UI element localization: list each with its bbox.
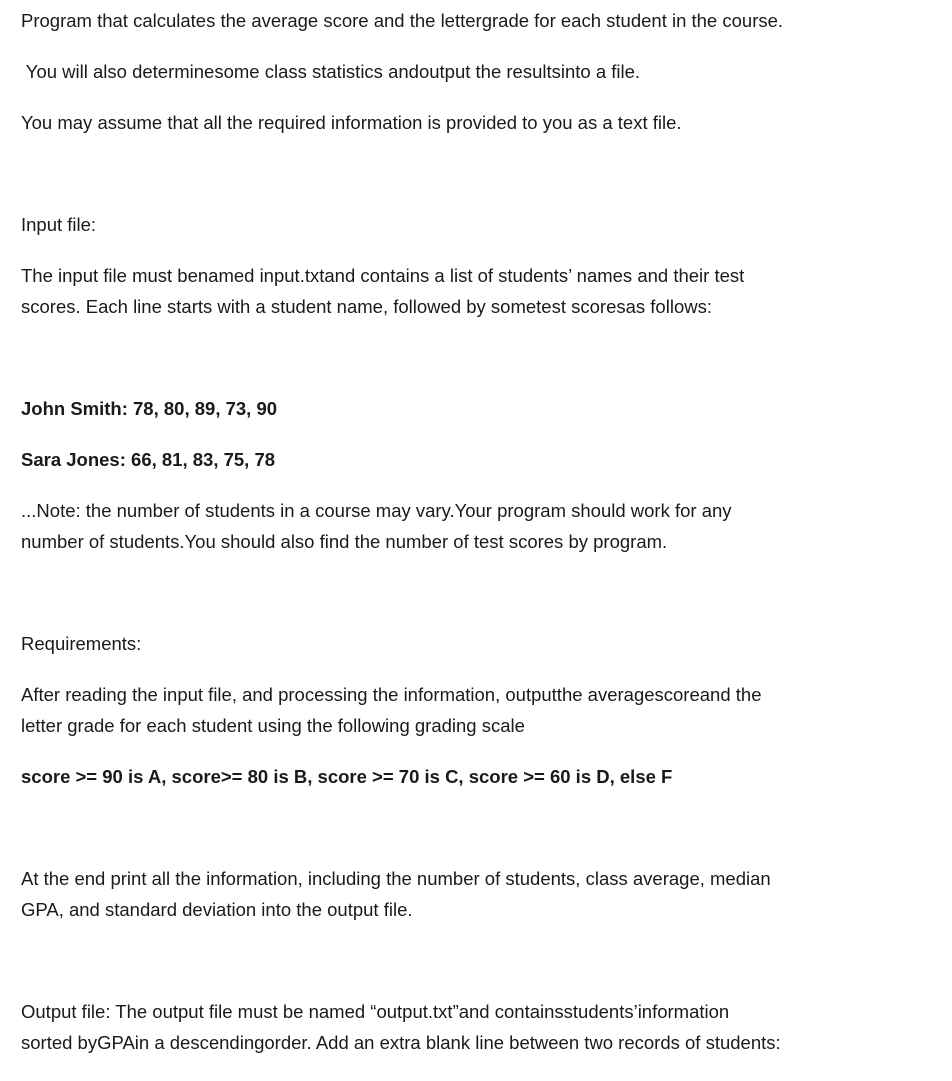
intro-line-1: Program that calculates the average score and the lettergrade for each student in the course. xyxy=(21,10,784,31)
input-file-desc-line-2: scores. Each line starts with a student name, followed by sometest scoresas follows: xyxy=(21,296,712,317)
input-file-desc-line-1: The input file must benamed input.txtand contains a list of students’ names and their test xyxy=(21,265,745,286)
example-line-1: John Smith: 78, 80, 89, 73, 90 xyxy=(21,398,278,419)
output-file-desc-line-2: sorted byGPAin a descendingorder. Add an extra blank line between two records of students: xyxy=(21,1032,781,1053)
grading-scale: score >= 90 is A, score>= 80 is B, score >= 70 is C, score >= 60 is D, else F xyxy=(21,766,673,787)
end-desc-line-1: At the end print all the information, including the number of students, class average, median xyxy=(21,868,771,889)
intro-line-3: You may assume that all the required information is provided to you as a text file. xyxy=(21,112,682,133)
output-file-desc-line-1: Output file: The output file must be named “output.txt”and containsstudents’information xyxy=(21,1001,730,1022)
requirements-desc-line-2: letter grade for each student using the following grading scale xyxy=(21,715,525,736)
intro-line-2: You will also determinesome class statistics andoutput the resultsinto a file. xyxy=(21,61,641,82)
input-file-heading: Input file: xyxy=(21,214,97,235)
requirements-desc-line-1: After reading the input file, and processing the information, outputthe averagescoreand the xyxy=(21,684,762,705)
requirements-heading: Requirements: xyxy=(21,633,142,654)
example-line-2: Sara Jones: 66, 81, 83, 75, 78 xyxy=(21,449,276,470)
note-line-2: number of students.You should also find the number of test scores by program. xyxy=(21,531,668,552)
end-desc-line-2: GPA, and standard deviation into the output file. xyxy=(21,899,413,920)
note-line-1: ...Note: the number of students in a course may vary.Your program should work for any xyxy=(21,500,732,521)
